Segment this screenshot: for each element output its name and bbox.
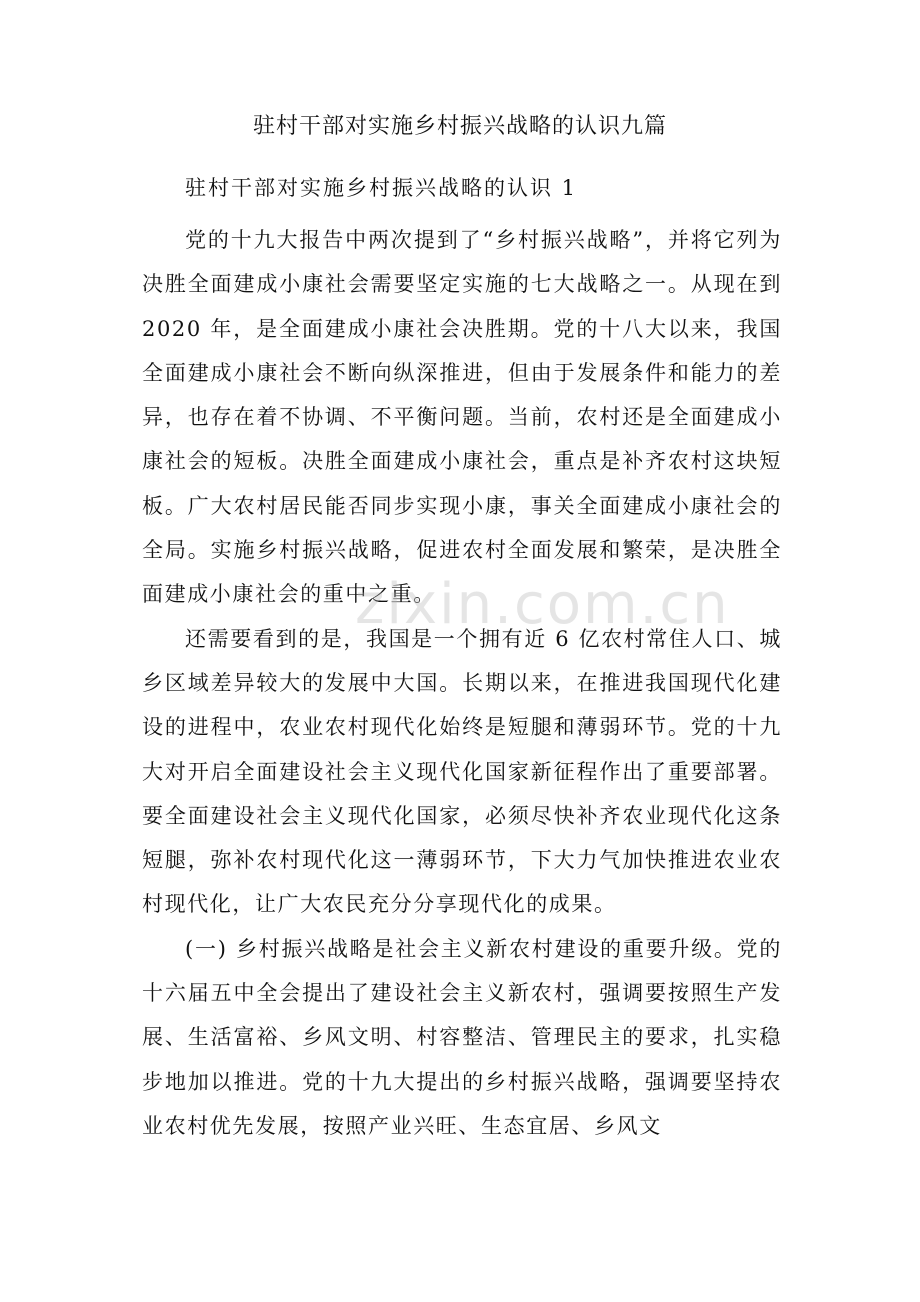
watermark: zixin.com.cn	[355, 572, 730, 637]
paragraph: (一) 乡村振兴战略是社会主义新农村建设的重要升级。党的十六届五中全会提出了建设社会主义新农村，强调要按照生产发展、生活富裕、乡风文明、村容整洁、管理民主的要求，扎实稳步地加以推进。党的十九大提出的乡村振兴战略，强调要坚持农业农村优先发展，按照产业兴旺、生态宜居、乡风文	[142, 936, 782, 1138]
paragraph: 还需要看到的是，我国是一个拥有近 6 亿农村常住人口、城乡区域差异较大的发展中大国。长期以来，在推进我国现代化建设的进程中，农业农村现代化始终是短腿和薄弱环节。党的十九大对开启全面建设社会主义现代化国家新征程作出了重要部署。要全面建设社会主义现代化国家，必须尽快补齐农业现代化这条短腿，弥补农村现代化这一薄弱环节，下大力气加快推进农业农村现代化，让广大农民充分分享现代化的成果。	[142, 626, 782, 917]
document-body	[142, 218, 782, 1148]
document-title: 驻村干部对实施乡村振兴战略的认识九篇	[252, 114, 667, 139]
paragraph: 党的十九大报告中两次提到了“乡村振兴战略”，并将它列为决胜全面建成小康社会需要坚定实施的七大战略之一。从现在到 2020 年，是全面建成小康社会决胜期。党的十八大以来，我国全面建成小康社会不断向纵深推进，但由于发展条件和能力的差异，也存在着不协调、不平衡问题。当前，农村还是全面建成小康社会的短板。决胜全面建成小康社会，重点是补齐农村这块短板。广大农村居民能否同步实现小康，事关全面建成小康社会的全局。实施乡村振兴战略，促进农村全面发展和繁荣，是决胜全面建成小康社会的重中之重。	[142, 228, 782, 607]
section-heading: 驻村干部对实施乡村振兴战略的认识 1	[185, 176, 578, 200]
